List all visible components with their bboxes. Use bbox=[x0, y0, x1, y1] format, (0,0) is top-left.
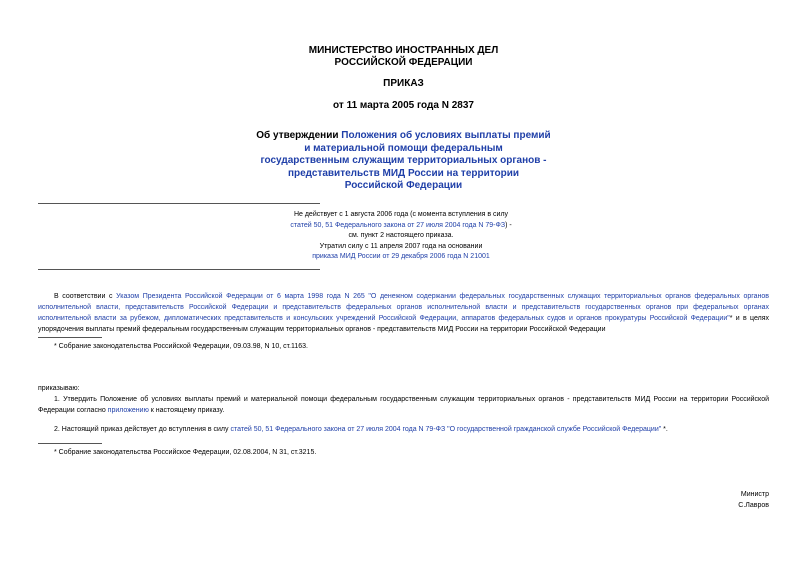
preamble-prefix: В соответствии с bbox=[54, 293, 117, 300]
title-link-line-3[interactable]: государственным служащим территориальных органов - bbox=[260, 155, 547, 166]
signature-name: С.Лавров bbox=[738, 502, 769, 509]
title-link-line-4[interactable]: представительств МИД России на территории bbox=[287, 167, 520, 179]
ministry-line-2: РОССИЙСКОЙ ФЕДЕРАЦИИ bbox=[334, 57, 473, 68]
document-date-number: от 11 марта 2005 года N 2837 bbox=[333, 100, 474, 111]
appendix-link[interactable]: приложению bbox=[107, 407, 149, 414]
status-order-link[interactable]: приказа МИД России от 29 декабря 2006 года N 21001 bbox=[312, 253, 490, 260]
title-link-line-2[interactable]: и материальной помощи федеральным bbox=[304, 142, 503, 154]
divider-top bbox=[38, 203, 320, 204]
item-1-paragraph bbox=[38, 394, 769, 416]
divider-bottom bbox=[38, 269, 320, 270]
preamble-paragraph bbox=[38, 291, 769, 335]
item-1-suffix: к настоящему приказу. bbox=[148, 407, 225, 414]
preamble-suffix: * и в целях упорядочения выплаты премий федеральным государственным служащим территориальных органов - представительств МИД России на территории Российской Федерации bbox=[38, 315, 769, 333]
footnote-divider-1 bbox=[38, 337, 102, 338]
footnote-2: * Собрание законодательства Российское Федерации, 02.08.2004, N 31, ст.3215. bbox=[54, 449, 317, 456]
ministry-name bbox=[0, 45, 807, 69]
item-2-suffix: *. bbox=[661, 426, 668, 433]
preamble-decree-link[interactable]: Указом Президента Российской Федерации от 6 марта 1998 года N 265 "О денежном содержании федеральных государственных служащих территориальных органов федеральных органов исполнительной власти, представительств Российской Федерации и представительств федеральных органов исполнительной власти и представительств государственных органов при федеральных органах исполнительной власти за рубежом, дипломатических представительств и консульских учреждений Российской Федерации, аппаратов федеральных судов и органов прокуратуры Российской Федерации" bbox=[38, 293, 770, 322]
item-2-paragraph bbox=[38, 424, 769, 435]
status-line-2-suffix: ) - bbox=[505, 221, 512, 229]
item-1-prefix: 1. Утвердить Положение об условиях выплаты премий и материальной помощи федеральным государственным служащим территориальных органов - представительств МИД России на территории Российской Федерации согласно bbox=[38, 396, 769, 414]
footnote-1: * Собрание законодательства Российской Федерации, 09.03.98, N 10, ст.1163. bbox=[54, 343, 308, 350]
civil-service-law-link[interactable]: статей 50, 51 Федерального закона от 27 июля 2004 года N 79-ФЗ "О государственной гражданской службе Российской Федерации" bbox=[230, 426, 662, 433]
document-title bbox=[0, 130, 807, 193]
status-line-3: см. пункт 2 настоящего приказа. bbox=[348, 232, 454, 239]
footnote-divider-2 bbox=[38, 443, 102, 444]
title-prefix: Об утверждении bbox=[256, 130, 342, 141]
order-word: приказываю: bbox=[38, 385, 80, 392]
title-link-line-1[interactable]: Положения об условиях выплаты премий bbox=[341, 130, 551, 141]
status-law-link[interactable]: статей 50, 51 Федерального закона от 27 июля 2004 года N 79-ФЗ bbox=[290, 221, 506, 229]
title-link-line-5[interactable]: Российской Федерации bbox=[344, 180, 463, 191]
signature-position: Министр bbox=[740, 491, 769, 498]
status-note bbox=[222, 210, 580, 263]
status-line-4: Утратил силу с 11 апреля 2007 года на основании bbox=[319, 242, 483, 250]
ministry-line-1: МИНИСТЕРСТВО ИНОСТРАННЫХ ДЕЛ bbox=[308, 45, 499, 56]
item-2-prefix: 2. Настоящий приказ действует до вступления в силу bbox=[54, 426, 231, 433]
document-type: ПРИКАЗ bbox=[383, 78, 424, 89]
status-line-1: Не действует с 1 августа 2006 года (с момента вступления в силу bbox=[293, 211, 509, 218]
signature-block bbox=[600, 489, 769, 511]
